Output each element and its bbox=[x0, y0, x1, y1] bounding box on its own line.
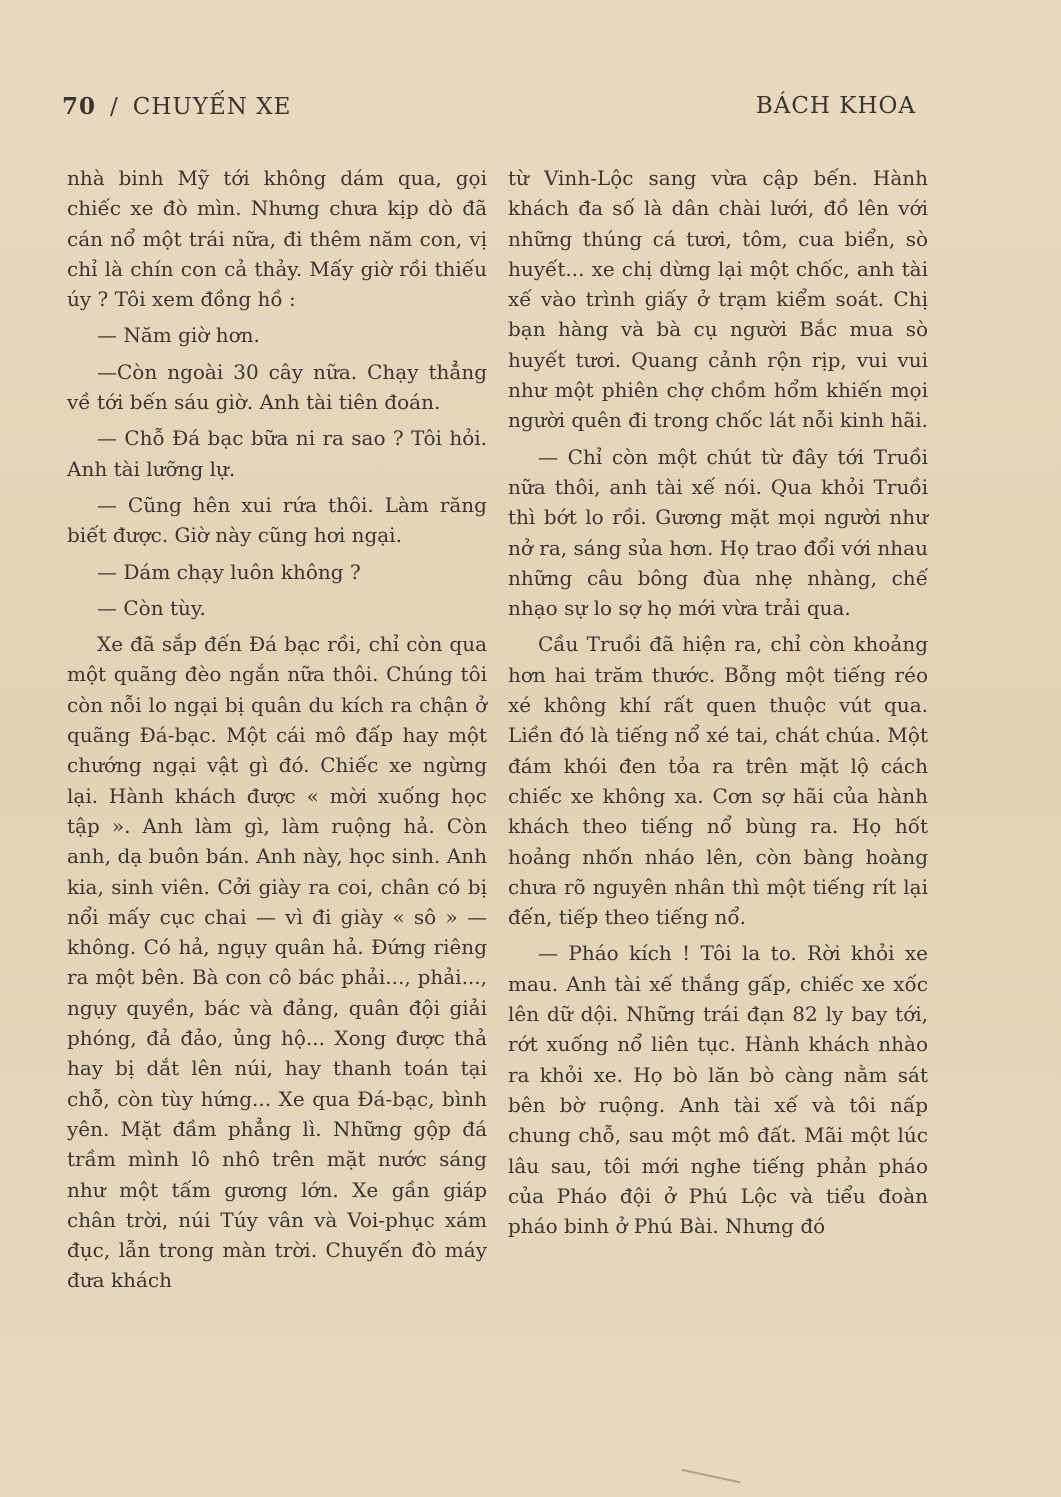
paragraph: nhà binh Mỹ tới không dám qua, gọi chiếc xe đò mìn. Nhưng chưa kịp dò đã cán nổ một trái nữa, đi thêm năm con, vị chỉ là chín con cả thảy. Mấy giờ rồi thiếu úy ? Tôi xem đồng hồ : bbox=[67, 166, 487, 312]
header-left bbox=[62, 93, 291, 120]
page-number: 70 bbox=[62, 93, 97, 120]
paragraph: — Còn tùy. bbox=[97, 595, 206, 620]
paragraph: — Chỉ còn một chút từ đây tới Truồi nữa thôi, anh tài xế nói. Qua khỏi Truồi thì bớt lo rồi. Gương mặt mọi người như nở ra, sáng sủa hơn. Họ trao đổi với nhau những câu bông đùa nhẹ nhàng, chế nhạo sự lo sợ họ mới vừa trải qua. bbox=[508, 444, 928, 621]
paragraph: — Cũng hên xui rứa thôi. Làm răng biết được. Giờ này cũng hơi ngại. bbox=[67, 492, 487, 548]
paragraph: từ Vinh-Lộc sang vừa cập bến. Hành khách đa số là dân chài lưới, đồ lên với những thúng cá tươi, tôm, cua biển, sò huyết... xe chị dừng lại một chốc, anh tài xế vào trình giấy ở trạm kiểm soát. Chị bạn hàng và bà cụ người Bắc mua sò huyết tươi. Quang cảnh rộn rịp, vui vui như một phiên chợ chồm hổm khiến mọi người quên đi trong chốc lát nỗi kinh hãi. bbox=[508, 166, 929, 433]
paragraph: — Dám chạy luôn không ? bbox=[97, 559, 361, 584]
paragraph: —Còn ngoài 30 cây nữa. Chạy thẳng về tới bến sáu giờ. Anh tài tiên đoán. bbox=[67, 359, 487, 415]
paragraph: Xe đã sắp đến Đá bạc rồi, chỉ còn qua một quãng đèo ngắn nữa thôi. Chúng tôi còn nỗi lo ngại bị quân du kích ra chận ở quãng Đá-bạc. Một cái mô đấp hay một chướng ngại vật gì đó. Chiếc xe ngừng lại. Hành khách được « mời xuống học tập ». Anh làm gì, làm ruộng hả. Còn anh, dạ buôn bán. Anh này, học sinh. Anh kia, sinh viên. Cởi giày ra coi, chân có bị nổi mấy cục chai — vì đi giày « sô » — không. Có hả, ngụy quân hả. Đứng riêng ra một bên. Bà con cô bác phải..., phải..., ngụy quyền, bác và đảng, quân đội giải phóng, đả đảo, ủng hộ... Xong được thả hay bị dắt lên núi, hay thanh toán tại chỗ, còn tùy hứng... Xe qua Đá-bạc, bình yên. Mặt đầm phẳng lì. Những gộp đá trầm mình lô nhô trên mặt nước sáng như một tấm gương lớn. Xe gần giáp chân trời, núi Túy vân và Voi-phục xám đục, lẫn trong màn trời. Chuyến đò máy đưa khách bbox=[67, 632, 487, 1293]
publication-name: BÁCH KHOA bbox=[755, 93, 916, 119]
paragraph: Cầu Truồi đã hiện ra, chỉ còn khoảng hơn hai trăm thước. Bỗng một tiếng réo xé không khí rất quen thuộc vút qua. Liền đó là tiếng nổ xé tai, chát chúa. Một đám khói đen tỏa ra trên mặt lộ cách chiếc xe không xa. Cơn sợ hãi của hành khách theo tiếng nổ bùng ra. Họ hốt hoảng nhốn nháo lên, còn bàng hoàng chưa rõ nguyên nhân thì một tiếng rít lại đến, tiếp theo tiếng nổ. bbox=[508, 632, 928, 930]
paragraph: — Pháo kích ! Tôi la to. Rời khỏi xe mau. Anh tài xế thắng gấp, chiếc xe xốc lên dữ dội. Những trái đạn 82 ly bay tới, rớt xuống nổ liên tục. Hành khách nhào ra khỏi xe. Họ bò lăn bò càng nằm sát bên bờ ruộng. Anh tài xế và tôi nấp chung chỗ, sau một mô đất. Mãi một lúc lâu sau, tôi mới nghe tiếng phản pháo của Pháo đội ở Phú Lộc và tiểu đoàn pháo binh ở Phú Bài. Nhưng đó bbox=[508, 941, 928, 1239]
right-column bbox=[508, 163, 928, 1247]
section-title: CHUYẾN XE bbox=[132, 94, 292, 120]
header-separator: / bbox=[110, 94, 119, 120]
paper-mark bbox=[679, 1469, 740, 1493]
left-column bbox=[67, 163, 487, 1302]
paragraph: — Năm giờ hơn. bbox=[97, 323, 260, 348]
paragraph: — Chỗ Đá bạc bữa ni ra sao ? Tôi hỏi. Anh tài lưỡng lự. bbox=[67, 426, 487, 481]
page-header bbox=[62, 93, 916, 127]
